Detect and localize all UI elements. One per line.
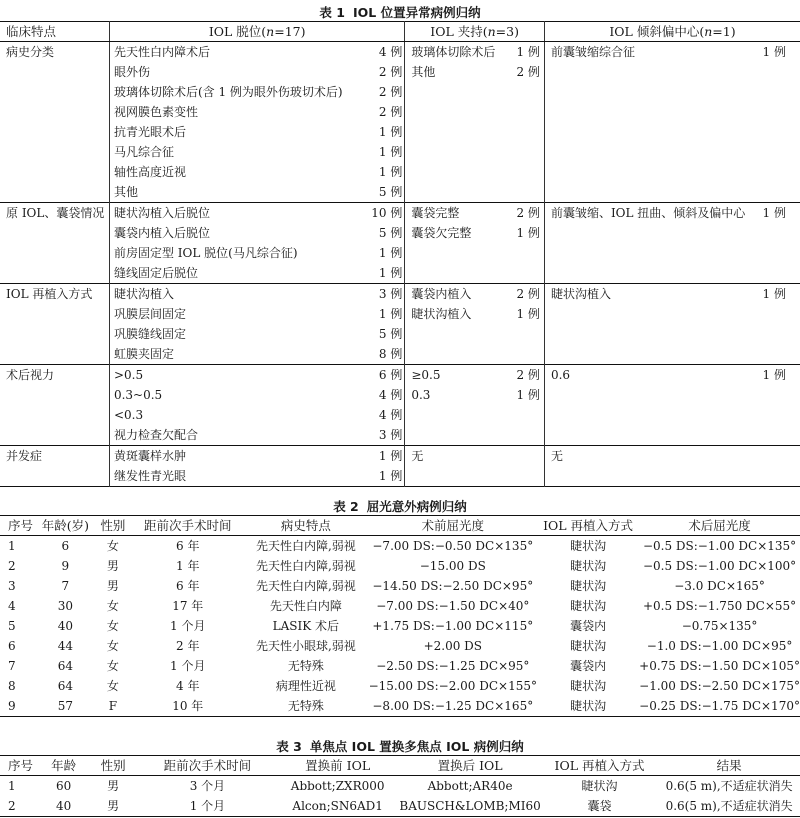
table1-cell bbox=[544, 405, 762, 425]
table3-header-cell: 年龄 bbox=[40, 756, 88, 776]
table2-header-row bbox=[0, 516, 800, 536]
table1-row bbox=[0, 102, 800, 122]
table2-cell: 无特殊 bbox=[287, 659, 324, 673]
table1-cell bbox=[763, 405, 800, 425]
table1-cell: 2 例 bbox=[378, 65, 403, 79]
table1-cell: 囊袋内植入后脱位 bbox=[109, 223, 371, 243]
table2-cell: −7.00 DS:−0.50 DC×135° bbox=[372, 539, 534, 553]
table1-header-captured: IOL 夹持(n=3) bbox=[405, 22, 545, 42]
table2-caption-number: 表 2 bbox=[333, 499, 359, 514]
table3-body bbox=[0, 776, 800, 817]
table2-cell: 57 bbox=[57, 699, 73, 713]
table2-cell: 无特殊 bbox=[287, 699, 324, 713]
table2-cell: 囊袋内 bbox=[570, 659, 607, 673]
table2-cell: 5 bbox=[8, 619, 16, 633]
table2-cell: 10 年 bbox=[172, 699, 204, 713]
table2-row bbox=[0, 696, 800, 717]
table1-cell: 1 例 bbox=[763, 284, 800, 305]
table1-row bbox=[0, 304, 800, 324]
table1-row bbox=[0, 82, 800, 102]
table1-row bbox=[0, 344, 800, 365]
table1-row bbox=[0, 42, 800, 63]
table1-cell: 1 例 bbox=[516, 45, 540, 59]
table1-cell bbox=[405, 344, 506, 365]
table3-cell: 3 个月 bbox=[189, 779, 226, 793]
table3-cell: 0.6(5 m),不适症状消失 bbox=[665, 779, 793, 793]
table1-cell bbox=[544, 324, 762, 344]
table2-cell: 6 年 bbox=[176, 579, 200, 593]
table1-cell bbox=[506, 102, 545, 122]
table3-cell: 囊袋 bbox=[587, 799, 612, 813]
table2-cell: 6 bbox=[8, 639, 16, 653]
table1-row bbox=[0, 62, 800, 82]
table1-header-feature: 临床特点 bbox=[0, 22, 109, 42]
table1-cell bbox=[405, 324, 506, 344]
table1-row bbox=[0, 324, 800, 344]
table1-row bbox=[0, 162, 800, 182]
table1-group-label: 病史分类 bbox=[6, 45, 55, 59]
table1-cell: 马凡综合征 bbox=[109, 142, 371, 162]
table1-cell: 前囊皱缩、IOL 扭曲、倾斜及偏中心 bbox=[544, 203, 762, 224]
table2-row bbox=[0, 676, 800, 696]
table1-body bbox=[0, 42, 800, 487]
table2-cell: 先天性白内障,弱视 bbox=[255, 559, 356, 573]
table1-cell bbox=[763, 425, 800, 446]
table3-cell: 男 bbox=[107, 799, 120, 813]
table1-cell: 1 例 bbox=[516, 388, 540, 402]
table1-row bbox=[0, 142, 800, 162]
table1-cell bbox=[544, 385, 762, 405]
table1-cell: 5 例 bbox=[378, 226, 403, 240]
table3-header-cell: 置换后 IOL bbox=[399, 756, 540, 776]
table1-cell: 0.3 bbox=[405, 385, 506, 405]
table3-cell: 2 bbox=[8, 799, 16, 813]
table1-cell: 玻璃体切除术后(含 1 例为眼外伤玻切术后) bbox=[109, 82, 371, 102]
table2-cell: −8.00 DS:−1.25 DC×165° bbox=[372, 699, 534, 713]
table1-cell: 黄斑囊样水肿 bbox=[109, 446, 371, 467]
table1-cell: 2 例 bbox=[516, 65, 540, 79]
table1-cell bbox=[763, 102, 800, 122]
table3-cell: 1 bbox=[8, 779, 16, 793]
table2-header-cell: 病史特点 bbox=[243, 516, 368, 536]
table1-cell bbox=[405, 243, 506, 263]
table1-cell bbox=[763, 82, 800, 102]
table1-cell: 1 例 bbox=[378, 469, 403, 483]
table1-cell bbox=[544, 223, 762, 243]
table1-cell bbox=[506, 466, 545, 487]
table1-cell: 抗青光眼术后 bbox=[109, 122, 371, 142]
table2-cell: 女 bbox=[106, 599, 119, 613]
table1-group-label: 原 IOL、囊袋情况 bbox=[0, 203, 109, 284]
table2-cell: 44 bbox=[57, 639, 73, 653]
table1-cell: 虹膜夹固定 bbox=[109, 344, 371, 365]
table1-cell: 2 例 bbox=[378, 85, 403, 99]
table2-cell: 先天性白内障,弱视 bbox=[255, 539, 356, 553]
table1-cell bbox=[405, 466, 506, 487]
table2-cell: −0.5 DS:−1.00 DC×100° bbox=[642, 559, 797, 573]
table1-cell bbox=[544, 243, 762, 263]
table1-cell bbox=[544, 162, 762, 182]
table3-cell: 睫状沟 bbox=[581, 779, 618, 793]
table1-cell bbox=[763, 304, 800, 324]
table3-header-cell: 置换前 IOL bbox=[276, 756, 399, 776]
table2-cell: 先天性白内障 bbox=[269, 599, 342, 613]
table1-cell: 视网膜色素变性 bbox=[109, 102, 371, 122]
table3-cell: 40 bbox=[56, 799, 72, 813]
table1-cell bbox=[506, 446, 545, 467]
table2-cell: 先天性白内障,弱视 bbox=[255, 579, 356, 593]
table1-cell bbox=[763, 446, 800, 467]
table1-cell: 8 例 bbox=[378, 347, 403, 361]
table2-header-cell: 距前次手术时间 bbox=[132, 516, 243, 536]
table2-cell: 9 bbox=[8, 699, 16, 713]
table1-cell: 缝线固定后脱位 bbox=[109, 263, 371, 284]
table2-cell: −2.50 DS:−1.25 DC×95° bbox=[376, 659, 530, 673]
table1-cell: 继发性青光眼 bbox=[109, 466, 371, 487]
table2-cell: 2 bbox=[8, 559, 16, 573]
table2-cell: 40 bbox=[57, 619, 73, 633]
table1-row bbox=[0, 385, 800, 405]
table1-cell: 4 例 bbox=[378, 45, 403, 59]
table2-cell: 睫状沟 bbox=[570, 539, 607, 553]
table1-cell bbox=[544, 82, 762, 102]
table1-cell bbox=[544, 304, 762, 324]
table1-cell: 6 例 bbox=[371, 365, 405, 386]
table1-cell bbox=[506, 263, 545, 284]
table1-cell bbox=[544, 102, 762, 122]
table1-cell bbox=[544, 122, 762, 142]
table3-cell: 60 bbox=[56, 779, 72, 793]
table3-cell: 0.6(5 m),不适症状消失 bbox=[665, 799, 793, 813]
table1-cell: 轴性高度近视 bbox=[109, 162, 371, 182]
table3-cell: Abbott;ZXR000 bbox=[290, 779, 385, 793]
table1-cell: 无 bbox=[405, 446, 506, 467]
table1-cell bbox=[763, 162, 800, 182]
table1-cell: 1 例 bbox=[378, 266, 403, 280]
table2-cell: −0.25 DS:−1.75 DC×170° bbox=[639, 699, 800, 713]
table2-cell: 2 年 bbox=[176, 639, 200, 653]
table1-cell bbox=[544, 425, 762, 446]
table2-cell: −1.0 DS:−1.00 DC×95° bbox=[646, 639, 793, 653]
table1-cell bbox=[544, 62, 762, 82]
table1-cell bbox=[405, 102, 506, 122]
table2-cell: −15.00 DS:−2.00 DC×155° bbox=[368, 679, 538, 693]
table2-caption-title: 屈光意外病例归纳 bbox=[366, 499, 467, 514]
table1-caption-number: 表 1 bbox=[319, 5, 345, 20]
table2-cell: 6 年 bbox=[176, 539, 200, 553]
table1-cell: 3 例 bbox=[371, 284, 405, 305]
table2-row bbox=[0, 636, 800, 656]
table2-cell: 女 bbox=[106, 639, 119, 653]
table1-cell bbox=[763, 385, 800, 405]
table2-cell: 先天性小眼球,弱视 bbox=[255, 639, 356, 653]
table2-cell: 睫状沟 bbox=[570, 599, 607, 613]
table2-cell: 1 个月 bbox=[170, 659, 206, 673]
table1-cell bbox=[405, 405, 506, 425]
table2-cell: 病理性近视 bbox=[275, 679, 336, 693]
table2-cell: 女 bbox=[106, 539, 119, 553]
table2-header-cell: 性别 bbox=[93, 516, 132, 536]
table1-cell: 0.6 bbox=[544, 365, 762, 386]
table2-cell: −1.00 DS:−2.50 DC×175° bbox=[639, 679, 800, 693]
table1-cell: 玻璃体切除术后 bbox=[405, 42, 506, 63]
table2-header-cell: 序号 bbox=[0, 516, 37, 536]
table1-cell: 睫状沟植入 bbox=[109, 284, 371, 305]
table3-header-row bbox=[0, 756, 800, 776]
table1-cell bbox=[405, 142, 506, 162]
table1-cell: 囊袋完整 bbox=[405, 203, 506, 224]
table1-group-label: 并发症 bbox=[0, 446, 109, 487]
table2-cell: 4 bbox=[8, 599, 16, 613]
table3-header-cell: 序号 bbox=[0, 756, 40, 776]
table2-caption bbox=[0, 497, 800, 515]
table1-cell bbox=[763, 223, 800, 243]
table2-cell: +1.75 DS:−1.00 DC×115° bbox=[372, 619, 534, 633]
table1-cell: 3 例 bbox=[378, 428, 403, 442]
table2-cell: 睫状沟 bbox=[570, 639, 607, 653]
table1-cell: 巩膜缝线固定 bbox=[109, 324, 371, 344]
table1-cell: 1 例 bbox=[378, 125, 403, 139]
table1-cell bbox=[405, 122, 506, 142]
table1-cell: 4 例 bbox=[378, 388, 403, 402]
table3-cell: Abbott;AR40e bbox=[427, 779, 513, 793]
table2-cell: 1 bbox=[8, 539, 16, 553]
table1-cell: ≥0.5 bbox=[405, 365, 506, 386]
table3-cell: Alcon;SN6AD1 bbox=[292, 799, 383, 813]
table1-cell bbox=[506, 182, 545, 203]
table2-cell: 3 bbox=[8, 579, 16, 593]
table1-row bbox=[0, 243, 800, 263]
table2-cell: 囊袋内 bbox=[570, 619, 607, 633]
table1-cell: 睫状沟植入 bbox=[544, 284, 762, 305]
table1-cell: 1 例 bbox=[516, 226, 540, 240]
table2-body bbox=[0, 536, 800, 717]
table1-row bbox=[0, 446, 800, 467]
table1-cell: 前囊皱缩综合征 bbox=[544, 42, 762, 63]
table2-cell: 睫状沟 bbox=[570, 699, 607, 713]
table1-cell bbox=[763, 182, 800, 203]
table1-cell bbox=[763, 466, 800, 487]
table3-header-cell: IOL 再植入方式 bbox=[541, 756, 658, 776]
table1-cell bbox=[544, 466, 762, 487]
table2-cell: 1 个月 bbox=[170, 619, 206, 633]
table1-cell: 其他 bbox=[405, 62, 506, 82]
table2-cell: 8 bbox=[8, 679, 16, 693]
table1-cell: 2 例 bbox=[378, 105, 403, 119]
table1-cell: 其他 bbox=[109, 182, 371, 203]
table1-cell: 视力检查欠配合 bbox=[109, 425, 371, 446]
table1-group-label: IOL 再植入方式 bbox=[0, 284, 109, 365]
table1-row bbox=[0, 284, 800, 305]
table1-cell: <0.3 bbox=[109, 405, 371, 425]
table2-cell: 女 bbox=[106, 619, 119, 633]
table2-cell: 7 bbox=[61, 579, 70, 593]
table1-cell: 5 例 bbox=[378, 185, 403, 199]
table1-cell bbox=[506, 425, 545, 446]
table2-cell: 女 bbox=[106, 659, 119, 673]
table1-cell bbox=[405, 425, 506, 446]
table1 bbox=[0, 21, 800, 487]
table3-cell: BAUSCH&LOMB;MI60 bbox=[399, 799, 541, 813]
table2-cell: 64 bbox=[57, 659, 73, 673]
table1-cell: 囊袋内植入 bbox=[405, 284, 506, 305]
table1-cell: 1 例 bbox=[378, 307, 403, 321]
table1-cell: 巩膜层间固定 bbox=[109, 304, 371, 324]
table1-cell: 1 例 bbox=[378, 165, 403, 179]
table1-cell: 1 例 bbox=[763, 365, 800, 386]
table2-header-cell: 术前屈光度 bbox=[369, 516, 537, 536]
table2-cell: 男 bbox=[106, 559, 119, 573]
table1-cell: 1 例 bbox=[371, 446, 405, 467]
table2-cell: 睫状沟 bbox=[570, 679, 607, 693]
table1-cell: 1 例 bbox=[378, 246, 403, 260]
table1-header-dislocation: IOL 脱位(n=17) bbox=[109, 22, 404, 42]
table1-cell bbox=[544, 182, 762, 203]
table1-cell bbox=[763, 243, 800, 263]
table3-header-cell: 结果 bbox=[658, 756, 800, 776]
table1-row bbox=[0, 365, 800, 386]
table1-cell bbox=[506, 344, 545, 365]
table2-cell: 17 年 bbox=[172, 599, 204, 613]
table3-header-cell: 性别 bbox=[87, 756, 138, 776]
table1-row bbox=[0, 223, 800, 243]
table1-cell: >0.5 bbox=[109, 365, 371, 386]
table1-cell bbox=[763, 324, 800, 344]
table2 bbox=[0, 515, 800, 717]
table2-header-cell: IOL 再植入方式 bbox=[537, 516, 639, 536]
table1-cell bbox=[763, 122, 800, 142]
table2-cell: F bbox=[108, 699, 118, 713]
table3-row bbox=[0, 776, 800, 797]
table1-cell bbox=[763, 344, 800, 365]
table1-cell: 睫状沟植入后脱位 bbox=[109, 203, 371, 224]
table2-cell: 4 年 bbox=[176, 679, 200, 693]
table2-cell: −15.00 DS bbox=[419, 559, 486, 573]
table1-cell: 2 例 bbox=[506, 203, 545, 224]
table2-cell: 30 bbox=[57, 599, 73, 613]
table3-caption-number: 表 3 bbox=[276, 739, 302, 754]
table2-cell: 6 bbox=[61, 539, 70, 553]
table2-cell: −7.00 DS:−1.50 DC×40° bbox=[376, 599, 530, 613]
table1-row bbox=[0, 263, 800, 284]
table3-row bbox=[0, 796, 800, 817]
table1-header-tilted: IOL 倾斜偏中心(n=1) bbox=[544, 22, 800, 42]
table1-cell: 无 bbox=[544, 446, 762, 467]
table1-cell bbox=[506, 324, 545, 344]
table2-row bbox=[0, 556, 800, 576]
table1-row bbox=[0, 466, 800, 487]
table3-cell: 男 bbox=[107, 779, 120, 793]
table1-cell bbox=[763, 62, 800, 82]
table1-cell: 4 例 bbox=[378, 408, 403, 422]
table3 bbox=[0, 755, 800, 817]
table2-header-cell: 术后屈光度 bbox=[639, 516, 800, 536]
table2-cell: 7 bbox=[8, 659, 16, 673]
table2-cell: +2.00 DS bbox=[423, 639, 483, 653]
table2-row bbox=[0, 596, 800, 616]
table1-row bbox=[0, 425, 800, 446]
table1-cell: 1 例 bbox=[762, 45, 786, 59]
table1-group-label: 术后视力 bbox=[0, 365, 109, 446]
table2-cell: LASIK 术后 bbox=[272, 619, 340, 633]
table2-row bbox=[0, 576, 800, 596]
table3-header-cell: 距前次手术时间 bbox=[139, 756, 276, 776]
table1-cell bbox=[506, 405, 545, 425]
table2-cell: 64 bbox=[57, 679, 73, 693]
table1-row bbox=[0, 122, 800, 142]
table1-caption-title: IOL 位置异常病例归纳 bbox=[352, 5, 481, 20]
table2-cell: +0.75 DS:−1.50 DC×105° bbox=[639, 659, 800, 673]
table1-cell: 眼外伤 bbox=[109, 62, 371, 82]
table1-cell bbox=[405, 263, 506, 284]
table1-cell bbox=[544, 263, 762, 284]
table1-cell bbox=[763, 263, 800, 284]
table1-cell bbox=[544, 344, 762, 365]
table1-cell bbox=[405, 162, 506, 182]
table1-cell bbox=[506, 142, 545, 162]
table1-cell: 2 例 bbox=[506, 365, 545, 386]
table3-cell: 1 个月 bbox=[189, 799, 226, 813]
table2-cell: −0.75×135° bbox=[681, 619, 758, 633]
table1-cell: 0.3~0.5 bbox=[109, 385, 371, 405]
table3-caption-title: 单焦点 IOL 置换多焦点 IOL 病例归纳 bbox=[309, 739, 524, 754]
table2-cell: −0.5 DS:−1.00 DC×135° bbox=[642, 539, 797, 553]
table1-cell: 先天性白内障术后 bbox=[109, 42, 371, 63]
table1-cell bbox=[506, 162, 545, 182]
table1-cell bbox=[763, 142, 800, 162]
table2-cell: 男 bbox=[106, 579, 119, 593]
table1-row bbox=[0, 182, 800, 203]
table1-cell: 2 例 bbox=[506, 284, 545, 305]
table1-cell bbox=[506, 82, 545, 102]
table1-cell: 5 例 bbox=[378, 327, 403, 341]
table1-cell: 1 例 bbox=[378, 145, 403, 159]
table2-cell: 9 bbox=[61, 559, 70, 573]
table1-caption bbox=[0, 3, 800, 21]
table1-cell: 10 例 bbox=[371, 203, 405, 224]
table1-header-row bbox=[0, 22, 800, 42]
table2-row bbox=[0, 656, 800, 676]
table2-row bbox=[0, 536, 800, 557]
table2-cell: −14.50 DS:−2.50 DC×95° bbox=[372, 579, 534, 593]
table1-cell bbox=[544, 142, 762, 162]
table2-cell: 女 bbox=[106, 679, 119, 693]
table1-cell bbox=[405, 82, 506, 102]
table2-row bbox=[0, 616, 800, 636]
table1-cell: 囊袋欠完整 bbox=[405, 223, 506, 243]
table2-cell: 睫状沟 bbox=[570, 559, 607, 573]
table1-cell: 1 例 bbox=[763, 203, 800, 224]
table1-cell bbox=[506, 122, 545, 142]
table1-cell bbox=[405, 182, 506, 203]
table1-row bbox=[0, 203, 800, 224]
table2-cell: +0.5 DS:−1.750 DC×55° bbox=[642, 599, 797, 613]
table2-cell: 1 年 bbox=[176, 559, 200, 573]
table2-cell: 睫状沟 bbox=[570, 579, 607, 593]
table1-cell: 前房固定型 IOL 脱位(马凡综合征) bbox=[109, 243, 371, 263]
table1-row bbox=[0, 405, 800, 425]
table2-header-cell: 年龄(岁) bbox=[37, 516, 93, 536]
table1-cell: 1 例 bbox=[516, 307, 540, 321]
table2-cell: −3.0 DC×165° bbox=[674, 579, 765, 593]
table1-cell: 睫状沟植入 bbox=[405, 304, 506, 324]
table3-caption bbox=[0, 737, 800, 755]
table1-cell bbox=[506, 243, 545, 263]
